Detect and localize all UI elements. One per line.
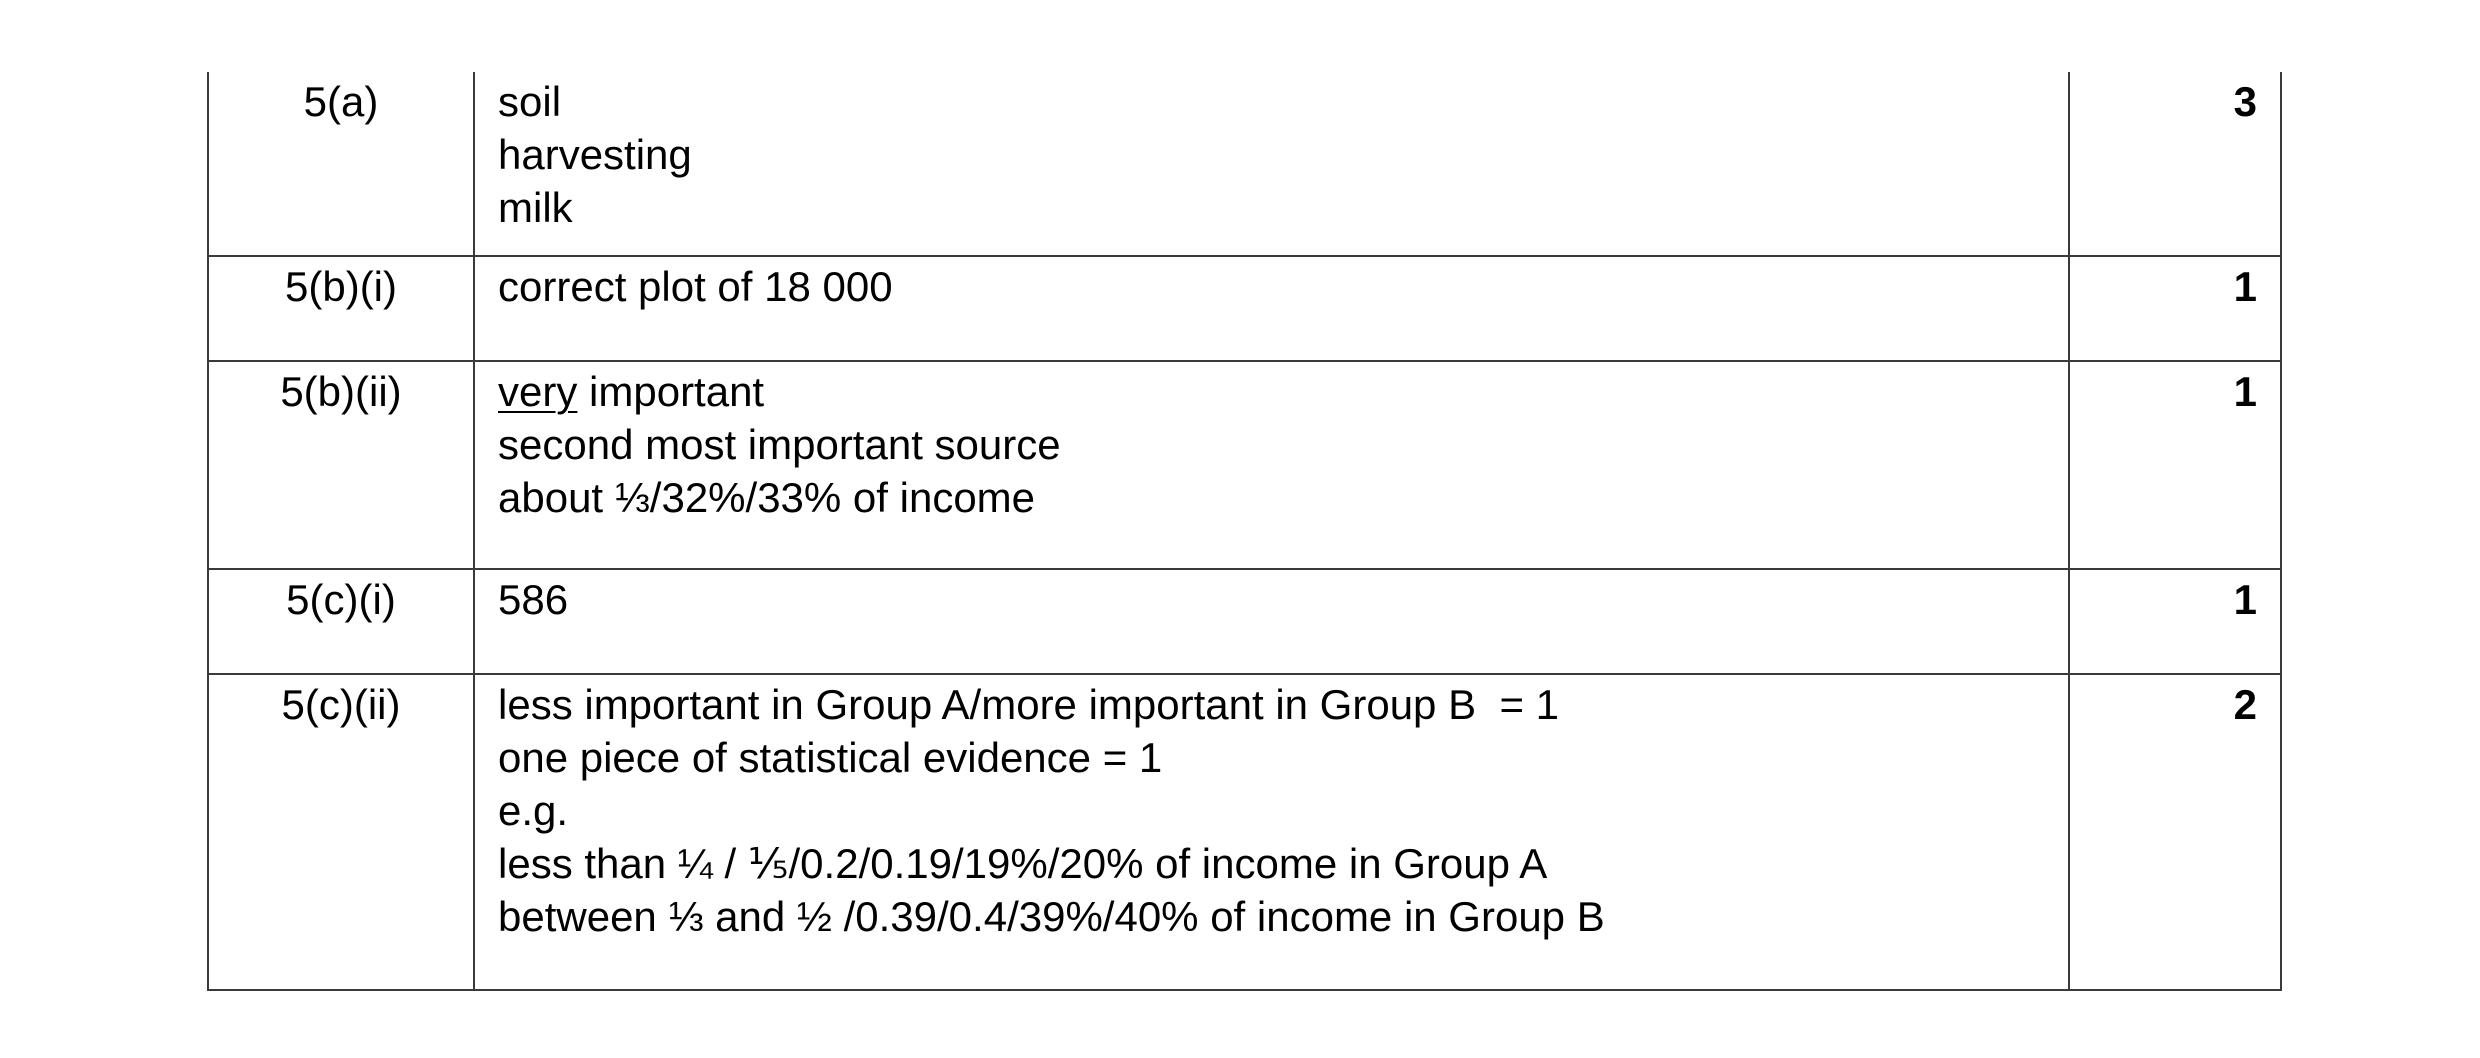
answer-line: e.g. bbox=[498, 787, 569, 834]
question-number: 5(c)(i) bbox=[208, 569, 474, 674]
answer-line: less important in Group A/more important in Group B = 1 bbox=[498, 681, 1559, 728]
marks-cell: 3 bbox=[2069, 72, 2281, 256]
marks-cell: 1 bbox=[2069, 569, 2281, 674]
table-row bbox=[208, 569, 2281, 674]
answer-line: less than ¼ / ⅕/0.2/0.19/19%/20% of income in Group A bbox=[498, 840, 1548, 887]
answer-cell bbox=[474, 72, 2069, 256]
answer-line: milk bbox=[498, 184, 573, 231]
answer-text: important bbox=[577, 368, 765, 415]
answer-line: correct plot of 18 000 bbox=[498, 263, 893, 310]
table-row bbox=[208, 72, 2281, 256]
mark-scheme-table bbox=[207, 72, 2282, 991]
question-number: 5(c)(ii) bbox=[208, 674, 474, 990]
answer-cell bbox=[474, 256, 2069, 361]
answer-line: about ⅓/32%/33% of income bbox=[498, 474, 1036, 521]
answer-cell bbox=[474, 674, 2069, 990]
answer-cell bbox=[474, 569, 2069, 674]
underlined-word: very bbox=[498, 368, 578, 415]
table-row bbox=[208, 361, 2281, 569]
table-row bbox=[208, 674, 2281, 990]
question-number: 5(b)(ii) bbox=[208, 361, 474, 569]
marks-cell: 1 bbox=[2069, 361, 2281, 569]
answer-line: 586 bbox=[498, 576, 569, 623]
question-number: 5(b)(i) bbox=[208, 256, 474, 361]
answer-line: one piece of statistical evidence = 1 bbox=[498, 734, 1163, 781]
table-row bbox=[208, 256, 2281, 361]
answer-line: second most important source bbox=[498, 421, 1061, 468]
marks-cell: 2 bbox=[2069, 674, 2281, 990]
answer-cell bbox=[474, 361, 2069, 569]
answer-line: soil bbox=[498, 78, 562, 125]
question-number: 5(a) bbox=[208, 72, 474, 256]
answer-line bbox=[498, 365, 2068, 418]
answer-line: harvesting bbox=[498, 131, 692, 178]
marks-cell: 1 bbox=[2069, 256, 2281, 361]
answer-line: between ⅓ and ½ /0.39/0.4/39%/40% of income in Group B bbox=[498, 893, 1605, 940]
